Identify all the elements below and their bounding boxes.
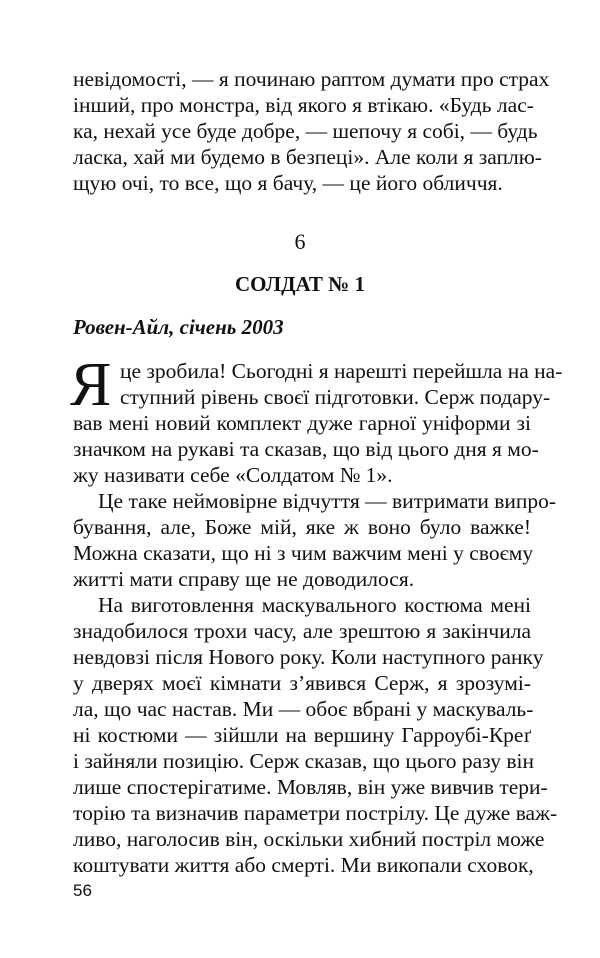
text-line: Це таке неймовірне відчуття — витримати випро-: [98, 489, 557, 513]
text-line: житті мати справу ще не доводилося.: [73, 567, 415, 591]
text-line: це зробила! Сьогодні я нарешті перейшла на на-: [120, 359, 563, 383]
text-line: ка, нехай усе буде добре, — шепочу я собі, — будь: [73, 119, 538, 143]
chapter-number: 6: [294, 229, 306, 254]
text-line: вав мені новий комплект дуже гарної уніформи зі: [73, 411, 531, 435]
chapter-title: СОЛДАТ № 1: [235, 272, 365, 296]
text-line: ливо, наголосив він, оскільки хибний постріл може: [73, 827, 545, 851]
text-line: ласка, хай ми будемо в безпеці». Але коли я заплю-: [73, 145, 542, 169]
text-line: Можна сказати, що ні з чим важчим мені у своєму: [73, 541, 534, 565]
text-line: знадобилося трохи часу, але зрештою я закінчила: [73, 619, 531, 643]
text-line: невдовзі після Нового року. Коли наступного ранку: [73, 645, 544, 669]
text-line: торію та визначив параметри пострілу. Це дуже важ-: [73, 801, 558, 825]
text-line: невідомості, — я починаю раптом думати про страх: [73, 67, 550, 91]
text-line: інший, про монстра, від якого я втікаю. «Будь лас-: [73, 93, 534, 117]
page-number: 56: [73, 881, 92, 900]
text-line: бування, але, Боже мій, яке ж воно було важке!: [73, 515, 531, 539]
chapter-dateline: Ровен-Айл, січень 2003: [73, 315, 284, 339]
text-line: ла, що час настав. Ми — обоє вбрані у маскуваль-: [73, 697, 534, 721]
text-line: коштувати життя або смерті. Ми викопали сховок,: [73, 853, 534, 877]
text-line: щую очі, то все, що я бачу, — це його обличчя.: [73, 171, 503, 195]
text-line: ступний рівень своєї підготовки. Серж подару-: [120, 385, 551, 409]
text-line: і зайняли позицію. Серж сказав, що цього разу він: [73, 749, 534, 773]
text-line: ні костюми — зійшли на вершину Гарроубі-Креґ: [73, 723, 531, 747]
text-line: лише спостерігатиме. Мовляв, він уже вивчив тери-: [73, 775, 548, 799]
text-line: жу називати себе «Солдатом № 1».: [73, 463, 393, 487]
text-line: у дверях моєї кімнати з’явився Серж, я зрозумі-: [73, 671, 531, 695]
text-line: значком на рукаві та сказав, що від цього дня я мо-: [73, 437, 539, 461]
drop-cap: Я: [70, 351, 112, 419]
text-line: На виготовлення маскувального костюма мені: [98, 593, 531, 617]
